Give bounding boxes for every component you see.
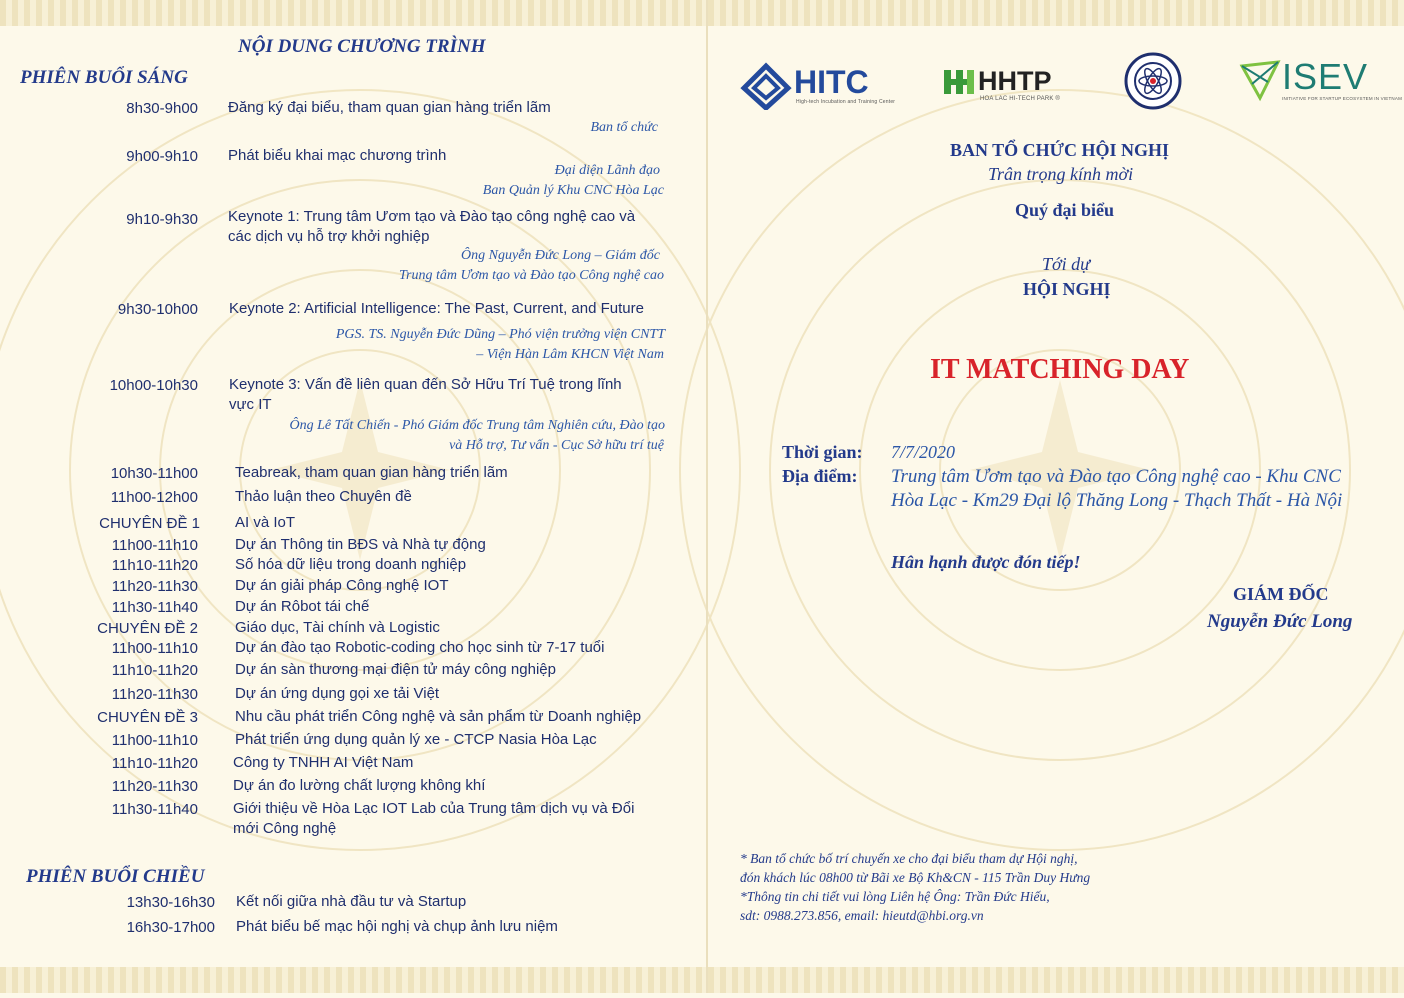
agenda-item: Dự án ứng dụng gọi xe tải Việt bbox=[235, 685, 440, 702]
program-title: NỘI DUNG CHƯƠNG TRÌNH bbox=[238, 36, 486, 57]
time-label: 9h00-9h10 bbox=[126, 148, 198, 165]
time-label: 10h30-11h00 bbox=[110, 465, 198, 482]
guest-line: Quý đại biểu bbox=[1015, 200, 1115, 220]
time-label: 11h20-11h30 bbox=[111, 778, 198, 795]
agenda-item: Dự án đào tạo Robotic-coding cho học sinh từ 7-17 tuổi bbox=[235, 639, 605, 656]
agenda-item: Kết nối giữa nhà đầu tư và Startup bbox=[236, 893, 467, 910]
speaker-line: Đại diện Lãnh đạo bbox=[554, 163, 660, 178]
time-label: 11h20-11h30 bbox=[111, 578, 198, 595]
time-label: 16h30-17h00 bbox=[126, 919, 215, 936]
agenda-item: Giới thiệu về Hòa Lạc IOT Lab của Trung tâm dịch vụ và Đổi bbox=[233, 800, 635, 817]
director-title: GIÁM ĐỐC bbox=[1233, 584, 1329, 604]
time-label: 11h00-12h00 bbox=[110, 489, 198, 506]
organizer-heading: BAN TỔ CHỨC HỘI NGHỊ bbox=[950, 140, 1170, 160]
agenda-item: Phát triển ứng dụng quản lý xe - CTCP Nasia Hòa Lạc bbox=[235, 731, 597, 748]
top-border bbox=[0, 0, 1404, 26]
time-label: 8h30-9h00 bbox=[126, 100, 198, 117]
time-label: 11h00-11h10 bbox=[111, 732, 198, 749]
topic-label: CHUYÊN ĐỀ 2 bbox=[97, 620, 198, 637]
attend-line: Tới dự bbox=[1042, 254, 1090, 274]
isev-wordmark: ISEV bbox=[1282, 56, 1369, 97]
agenda-item: Keynote 1: Trung tâm Ươm tạo và Đào tạo công nghệ cao và bbox=[228, 208, 636, 225]
agenda-item: Phát biểu bế mạc hội nghị và chụp ảnh lưu niệm bbox=[236, 918, 558, 935]
topic-label: CHUYÊN ĐỀ 1 bbox=[99, 515, 200, 532]
event-place-line2: Hòa Lạc - Km29 Đại lộ Thăng Long - Thạch Thất - Hà Nội bbox=[891, 490, 1343, 511]
conference-line: HỘI NGHỊ bbox=[1023, 279, 1111, 299]
hhtp-mark-icon bbox=[942, 66, 978, 98]
afternoon-session-title: PHIÊN BUỔI CHIỀU bbox=[26, 866, 205, 887]
time-label: 11h00-11h10 bbox=[111, 640, 198, 657]
agenda-item: vực IT bbox=[229, 396, 272, 413]
page-fold bbox=[706, 0, 708, 993]
event-date: 7/7/2020 bbox=[891, 442, 956, 462]
invite-line: Trân trọng kính mời bbox=[988, 164, 1134, 184]
footnote-line: đón khách lúc 08h00 từ Bãi xe Bộ Kh&CN - 115 Trần Duy Hưng bbox=[740, 870, 1091, 885]
morning-session-title: PHIÊN BUỔI SÁNG bbox=[20, 67, 188, 88]
agenda-item: Thảo luận theo Chuyên đề bbox=[235, 488, 412, 505]
speaker-line: và Hỗ trợ, Tư vấn - Cục Sở hữu trí tuệ bbox=[449, 438, 664, 453]
time-label: 11h10-11h20 bbox=[111, 557, 198, 574]
time-label: 11h20-11h30 bbox=[111, 686, 198, 703]
agenda-item: Keynote 3: Vấn đề liên quan đến Sở Hữu Trí Tuệ trong lĩnh bbox=[229, 376, 622, 393]
director-name: Nguyễn Đức Long bbox=[1207, 611, 1353, 632]
speaker-line: Ban Quản lý Khu CNC Hòa Lạc bbox=[482, 183, 664, 198]
speaker-line: Ông Lê Tất Chiến - Phó Giám đốc Trung tâm Nghiên cứu, Đào tạo bbox=[289, 418, 665, 433]
hhtp-subtitle: HOA LAC HI-TECH PARK ® bbox=[980, 96, 1061, 102]
agenda-item: Số hóa dữ liệu trong doanh nghiệp bbox=[235, 556, 467, 573]
time-label: 9h10-9h30 bbox=[126, 211, 198, 228]
footnote-line: *Thông tin chi tiết vui lòng Liên hệ Ông: Trần Đức Hiếu, bbox=[740, 889, 1050, 904]
speaker-line: PGS. TS. Nguyễn Đức Dũng – Phó viện trưởng viện CNTT bbox=[335, 327, 665, 342]
hitc-diamond-icon bbox=[738, 62, 794, 110]
time-label: 11h30-11h40 bbox=[111, 801, 198, 818]
footnote-line: sdt: 0988.273.856, email: hieutd@hbi.org.vn bbox=[740, 908, 984, 923]
logo-ministry-seal bbox=[1124, 52, 1182, 110]
agenda-item: Teabreak, tham quan gian hàng triển lãm bbox=[235, 464, 508, 481]
isev-subtitle: INITIATIVE FOR STARTUP ECOSYSTEM IN VIETNAM bbox=[1282, 96, 1403, 101]
agenda-item: Dự án đo lường chất lượng không khí bbox=[233, 777, 486, 794]
agenda-item: Giáo dục, Tài chính và Logistic bbox=[235, 619, 440, 636]
agenda-item: mới Công nghệ bbox=[233, 820, 337, 837]
agenda-item: Đăng ký đại biểu, tham quan gian hàng triển lãm bbox=[228, 99, 551, 116]
event-place-line1: Trung tâm Ươm tạo và Đào tạo Công nghệ cao - Khu CNC bbox=[891, 466, 1341, 487]
agenda-item: Dự án sàn thương mại điện tử máy công nghiệp bbox=[235, 661, 556, 678]
bottom-border bbox=[0, 967, 1404, 993]
hitc-subtitle: High-tech Incubation and Training Center bbox=[796, 99, 896, 105]
ministry-seal-icon bbox=[1124, 52, 1182, 110]
time-label: 11h30-11h40 bbox=[111, 599, 198, 616]
time-label: 11h10-11h20 bbox=[111, 662, 198, 679]
topic-label: CHUYÊN ĐỀ 3 bbox=[97, 709, 198, 726]
logo-isev bbox=[1238, 56, 1403, 106]
agenda-item: Keynote 2: Artificial Intelligence: The Past, Current, and Future bbox=[229, 300, 644, 317]
speaker-line: Ban tổ chức bbox=[590, 120, 658, 135]
footnote-line: * Ban tổ chức bố trí chuyến xe cho đại biểu tham dự Hội nghị, bbox=[740, 851, 1078, 866]
agenda-item: Dự án Thông tin BĐS và Nhà tự động bbox=[235, 536, 486, 553]
welcome-line: Hân hạnh được đón tiếp! bbox=[891, 552, 1081, 572]
speaker-line: Trung tâm Ươm tạo và Đào tạo Công nghệ cao bbox=[399, 268, 664, 283]
time-label: 9h30-10h00 bbox=[117, 301, 198, 318]
agenda-item: Dự án Rôbot tái chế bbox=[235, 598, 370, 615]
time-label-heading: Thời gian: bbox=[782, 442, 863, 462]
logo-hitc bbox=[738, 62, 896, 112]
agenda-item: AI và IoT bbox=[235, 514, 296, 531]
agenda-item: Dự án giải pháp Công nghệ IOT bbox=[235, 577, 449, 594]
agenda-item: Phát biểu khai mạc chương trình bbox=[228, 147, 447, 164]
logo-hhtp bbox=[942, 66, 1067, 106]
event-title: IT MATCHING DAY bbox=[930, 354, 1190, 385]
agenda-item: Nhu cầu phát triển Công nghệ và sản phẩm từ Doanh nghiệp bbox=[235, 708, 642, 725]
time-label: 11h10-11h20 bbox=[111, 755, 198, 772]
isev-triangle-icon bbox=[1238, 58, 1282, 102]
time-label: 13h30-16h30 bbox=[126, 894, 215, 911]
place-label-heading: Địa điểm: bbox=[782, 466, 858, 486]
time-label: 10h00-10h30 bbox=[109, 377, 198, 394]
hhtp-wordmark: HHTP bbox=[978, 66, 1052, 96]
hitc-wordmark: HITC bbox=[794, 64, 869, 100]
time-label: 11h00-11h10 bbox=[111, 537, 198, 554]
agenda-item: các dịch vụ hỗ trợ khởi nghiệp bbox=[228, 228, 430, 245]
speaker-line: Ông Nguyễn Đức Long – Giám đốc bbox=[461, 248, 660, 263]
speaker-line: – Viện Hàn Lâm KHCN Việt Nam bbox=[476, 347, 664, 362]
agenda-item: Công ty TNHH AI Việt Nam bbox=[233, 754, 414, 771]
